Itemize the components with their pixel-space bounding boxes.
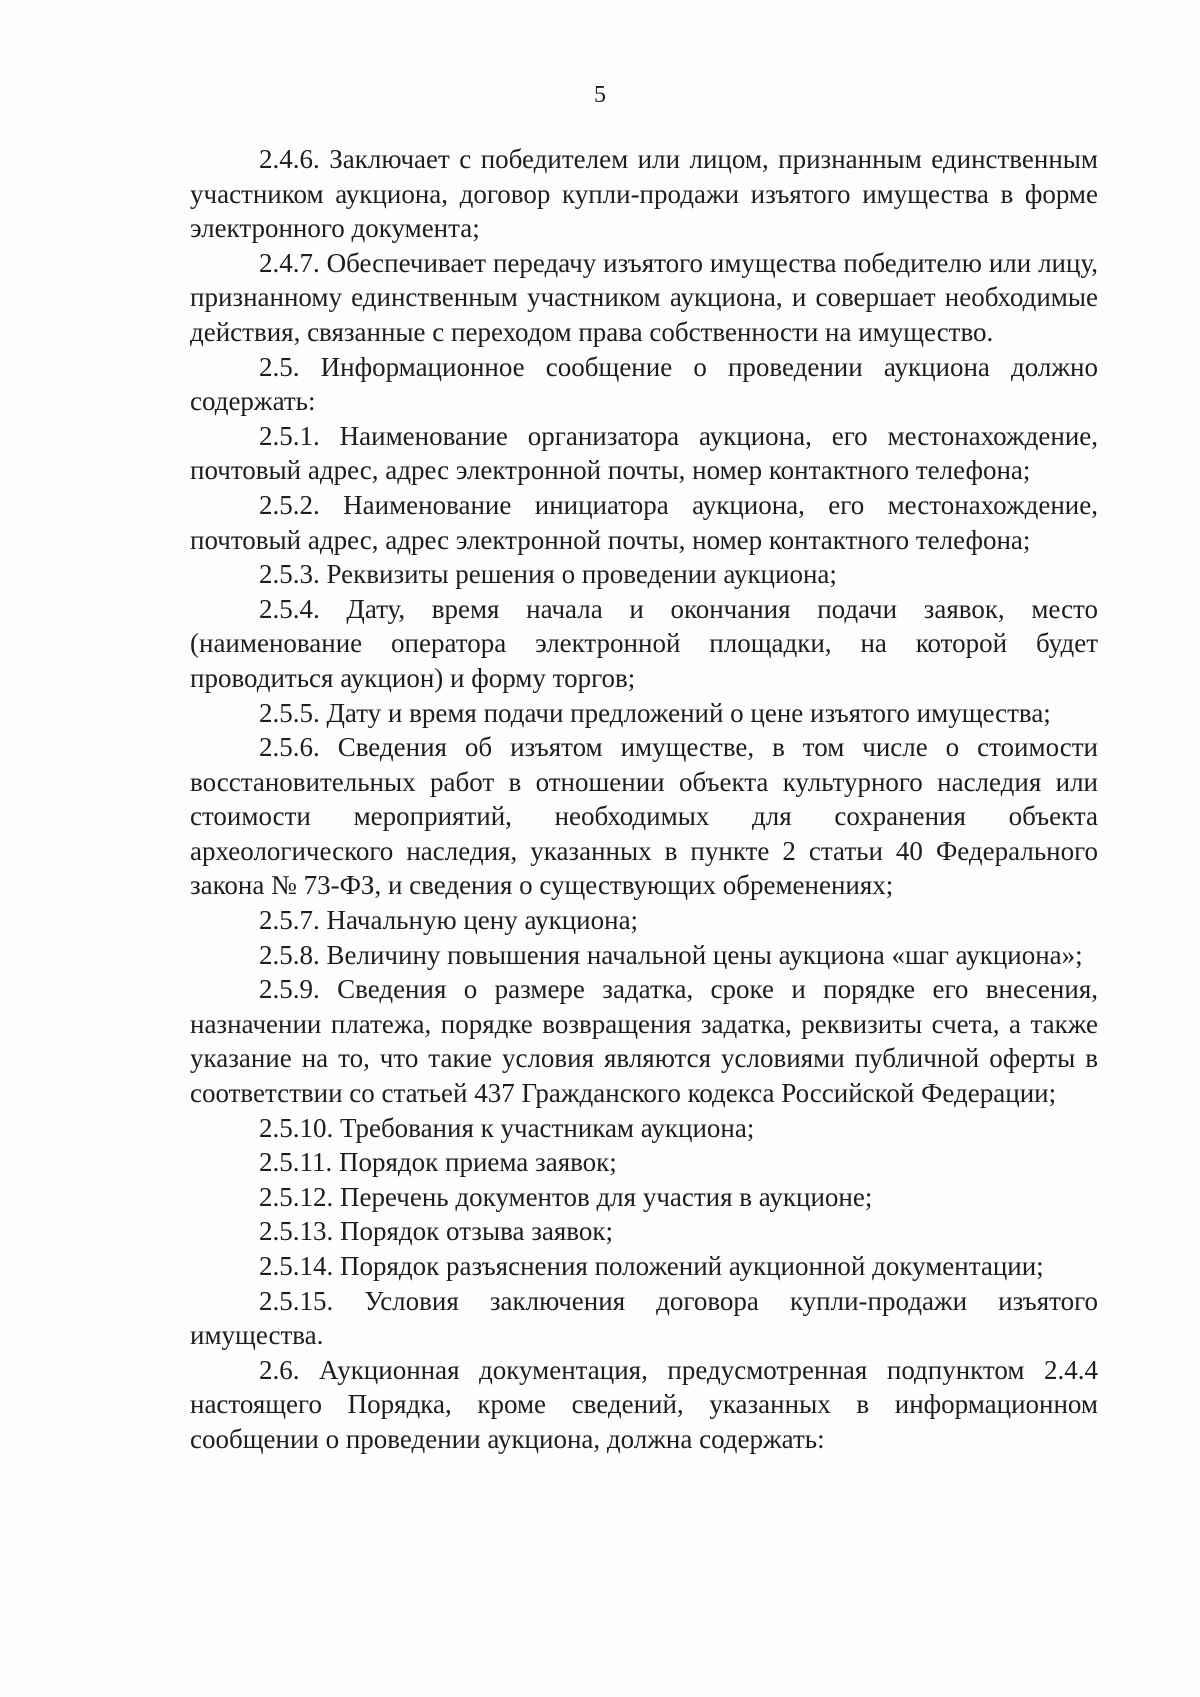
paragraph-2-6: 2.6. Аукционная документация, предусмотренная подпунктом 2.4.4 настоящего Порядка, кроме сведений, указанных в информационном сообщении о проведении аукциона, должна содержать: [190,1354,1098,1454]
paragraph-2-5-8: 2.5.8. Величину повышения начальной цены аукциона «шаг аукциона»; [259,939,1083,970]
paragraph-2-4-6: 2.4.6. Заключает с победителем или лицом, признанным единственным участником аукциона, договор купли-продажи изъятого имущества в форме электронного документа; [190,144,1098,244]
paragraph-2-5-13: 2.5.13. Порядок отзыва заявок; [259,1216,613,1247]
paragraph-2-5-2: 2.5.2. Наименование инициатора аукциона, его местонахождение, почтовый адрес, адрес электронной почты, номер контактного телефона; [190,489,1098,555]
paragraph-2-4-7: 2.4.7. Обеспечивает передачу изъятого имущества победителю или лицу, признанному единственным участником аукциона, и совершает необходимые действия, связанные с переходом права собственности на имущество. [190,247,1098,347]
paragraph-2-5-9: 2.5.9. Сведения о размере задатка, сроке и порядке его внесения, назначении платежа, порядке возвращения задатка, реквизиты счета, а также указание на то, что такие условия являются условиями публичной оферты в соответствии со статьей 437 Гражданского кодекса Российской Федерации; [190,974,1098,1109]
paragraph-2-5-1: 2.5.1. Наименование организатора аукциона, его местонахождение, почтовый адрес, адрес электронной почты, номер контактного телефона; [190,420,1098,486]
paragraph-2-5-12: 2.5.12. Перечень документов для участия в аукционе; [259,1181,873,1212]
paragraph-2-5: 2.5. Информационное сообщение о проведении аукциона должно содержать: [190,351,1098,417]
paragraph-2-5-4: 2.5.4. Дату, время начала и окончания подачи заявок, место (наименование оператора электронной площадки, на которой будет проводиться аукцион) и форму торгов; [190,593,1098,693]
paragraph-2-5-6: 2.5.6. Сведения об изъятом имуществе, в том числе о стоимости восстановительных работ в отношении объекта культурного наследия или стоимости мероприятий, необходимых для сохранения объекта археологического наследия, указанных в пункте 2 статьи 40 Федерального закона № 73-ФЗ, и сведения о существующих обременениях; [190,732,1098,901]
paragraph-2-5-10: 2.5.10. Требования к участникам аукциона; [259,1112,755,1143]
document-body [190,142,1098,1457]
paragraph-2-5-15: 2.5.15. Условия заключения договора купли-продажи изъятого имущества. [190,1285,1098,1351]
paragraph-2-5-3: 2.5.3. Реквизиты решения о проведении аукциона; [259,559,837,590]
paragraph-2-5-5: 2.5.5. Дату и время подачи предложений о цене изъятого имущества; [259,697,1051,728]
paragraph-2-5-7: 2.5.7. Начальную цену аукциона; [259,905,639,936]
page-number: 5 [594,82,606,108]
paragraph-2-5-11: 2.5.11. Порядок приема заявок; [259,1147,617,1178]
paragraph-2-5-14: 2.5.14. Порядок разъяснения положений аукционной документации; [259,1251,1044,1281]
